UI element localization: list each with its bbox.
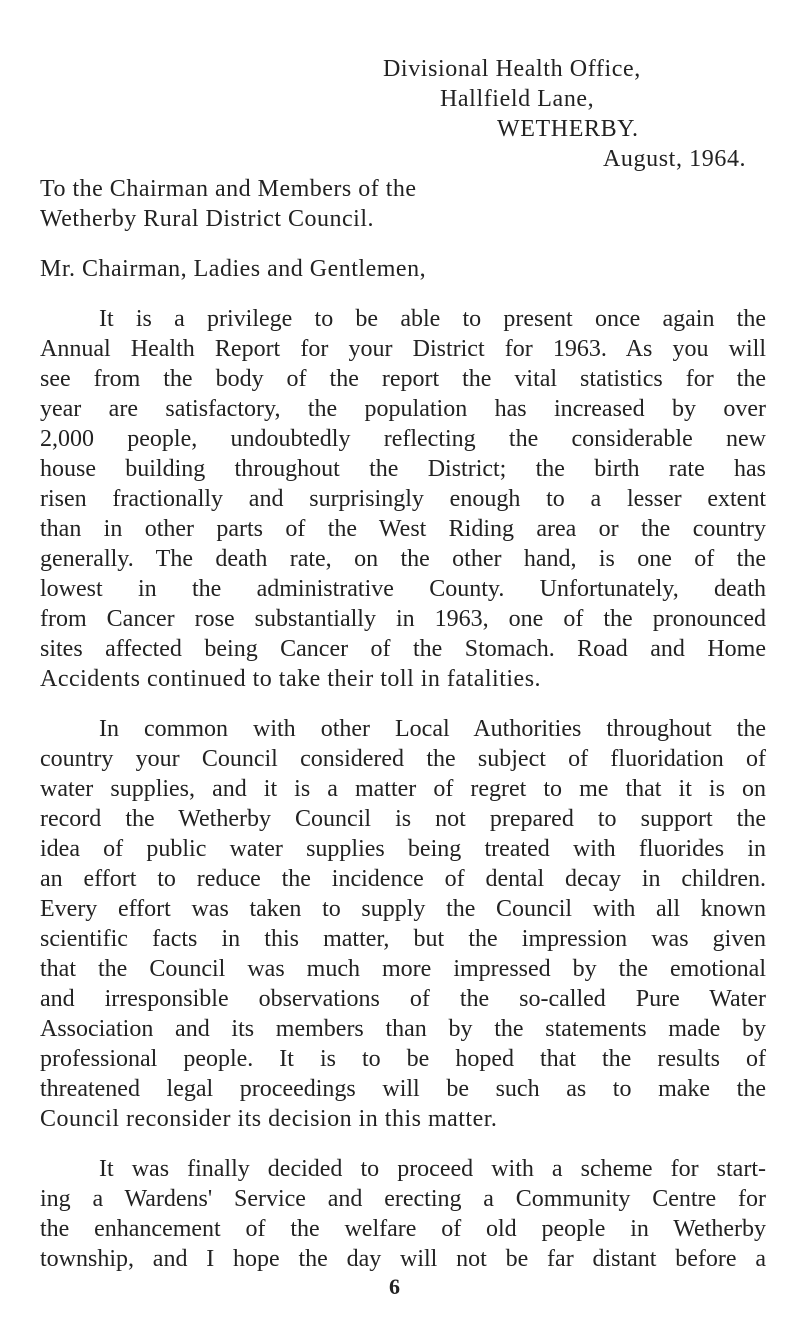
paragraph-2-line: Every effort was taken to supply the Council with all known — [40, 896, 766, 922]
paragraph-2-line: threatened legal proceedings will be such as to make the — [40, 1076, 766, 1102]
paragraph-2-line: Association and its members than by the statements made by — [40, 1016, 766, 1042]
paragraph-2-line: idea of public water supplies being treated with fluorides in — [40, 836, 766, 862]
paragraph-1-line: risen fractionally and surprisingly enough to a lesser extent — [40, 486, 766, 512]
paragraph-2-line: that the Council was much more impressed by the emotional — [40, 956, 766, 982]
paragraph-3-line: the enhancement of the welfare of old people in Wetherby — [40, 1216, 766, 1242]
paragraph-2-line: an effort to reduce the incidence of dental decay in children. — [40, 866, 766, 892]
paragraph-1-line: see from the body of the report the vital statistics for the — [40, 366, 766, 392]
paragraph-3-line: township, and I hope the day will not be far distant before a — [40, 1246, 766, 1272]
paragraph-1-line: 2,000 people, undoubtedly reflecting the considerable new — [40, 426, 766, 452]
paragraph-1-line: sites affected being Cancer of the Stomach. Road and Home — [40, 636, 766, 662]
paragraph-1-line: than in other parts of the West Riding area or the country — [40, 516, 766, 542]
paragraph-1-line: year are satisfactory, the population has increased by over — [40, 396, 766, 422]
address-line-1: Divisional Health Office, — [383, 56, 641, 82]
addressee-line-2: Wetherby Rural District Council. — [40, 206, 374, 232]
paragraph-1-line: Accidents continued to take their toll in fatalities. — [40, 666, 542, 692]
salutation: Mr. Chairman, Ladies and Gentlemen, — [40, 256, 427, 282]
paragraph-2-line: record the Wetherby Council is not prepared to support the — [40, 806, 766, 832]
paragraph-2-line: scientific facts in this matter, but the impression was given — [40, 926, 766, 952]
paragraph-2-line: country your Council considered the subject of fluoridation of — [40, 746, 766, 772]
paragraph-1-line: generally. The death rate, on the other hand, is one of the — [40, 546, 766, 572]
paragraph-1-line: lowest in the administrative County. Unfortunately, death — [40, 576, 766, 602]
addressee-line-1: To the Chairman and Members of the — [40, 176, 417, 202]
paragraph-1-line: from Cancer rose substantially in 1963, one of the pronounced — [40, 606, 766, 632]
paragraph-2-line: and irresponsible observations of the so-called Pure Water — [40, 986, 766, 1012]
address-line-3: WETHERBY. — [497, 116, 639, 142]
paragraph-2-line: Council reconsider its decision in this matter. — [40, 1106, 498, 1132]
paragraph-1-line: Annual Health Report for your District for 1963. As you will — [40, 336, 766, 362]
letter-date: August, 1964. — [603, 146, 747, 172]
paragraph-3-line: ing a Wardens' Service and erecting a Community Centre for — [40, 1186, 766, 1212]
paragraph-3-line: It was finally decided to proceed with a scheme for start- — [99, 1156, 766, 1182]
paragraph-1-line: house building throughout the District; the birth rate has — [40, 456, 766, 482]
page-number: 6 — [389, 1274, 400, 1299]
paragraph-2-line: water supplies, and it is a matter of regret to me that it is on — [40, 776, 766, 802]
paragraph-2-line: In common with other Local Authorities throughout the — [99, 716, 766, 742]
address-line-2: Hallfield Lane, — [440, 86, 595, 112]
paragraph-2-line: professional people. It is to be hoped that the results of — [40, 1046, 766, 1072]
paragraph-1-line: It is a privilege to be able to present once again the — [99, 306, 766, 332]
